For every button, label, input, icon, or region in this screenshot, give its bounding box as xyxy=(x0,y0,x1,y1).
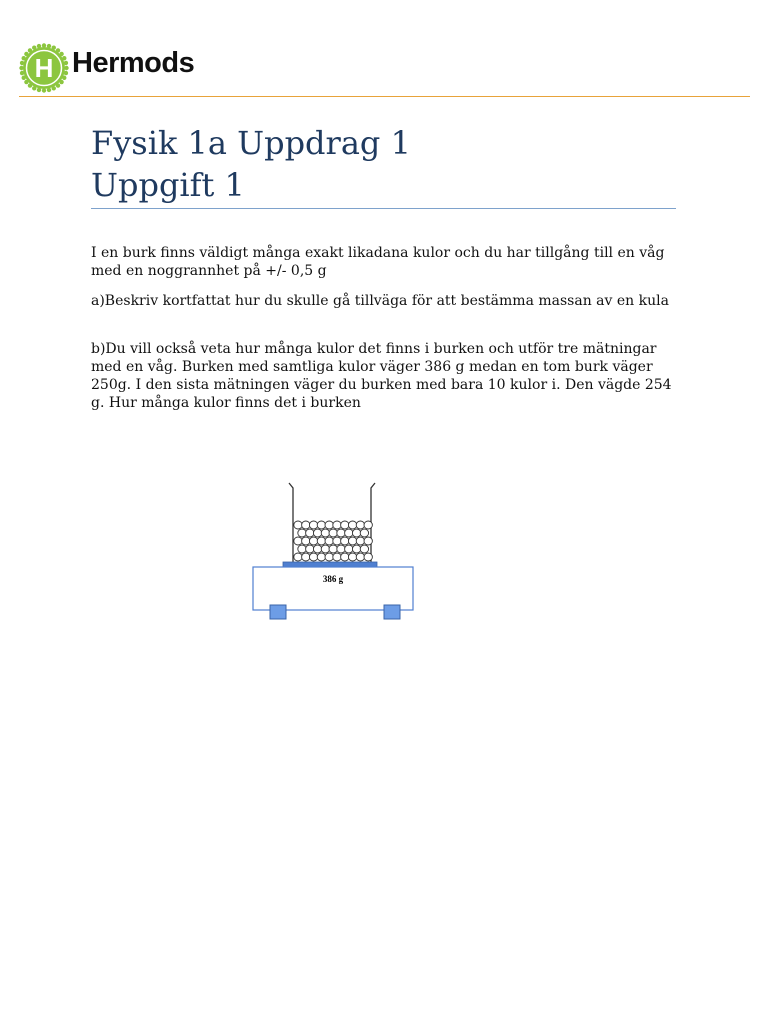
marble xyxy=(345,545,353,553)
marble xyxy=(348,537,356,545)
marble xyxy=(333,537,341,545)
marble xyxy=(309,553,317,561)
marble xyxy=(348,521,356,529)
marble xyxy=(360,545,368,553)
title-divider xyxy=(91,208,676,209)
marble xyxy=(321,545,329,553)
marble xyxy=(321,529,329,537)
question-b: b)Du vill också veta hur många kulor det finns i burken och utför tre mätningar med en våg. Burken med samtliga kulor väger 386 g medan en tom burk väger 250g. I den sista mätningen väger du burken med bara 10 kulor i. Den vägde 254 g. Hur många kulor finns det i burken xyxy=(91,341,672,411)
marble xyxy=(341,521,349,529)
marble xyxy=(333,553,341,561)
marble xyxy=(341,553,349,561)
marble xyxy=(352,545,360,553)
marble xyxy=(306,545,314,553)
marble xyxy=(325,537,333,545)
marble xyxy=(364,553,372,561)
marble xyxy=(329,545,337,553)
marble xyxy=(348,553,356,561)
marble xyxy=(356,537,364,545)
title-line-1: Fysik 1a Uppdrag 1 xyxy=(91,124,411,162)
header-divider xyxy=(19,96,750,97)
marble xyxy=(317,553,325,561)
marble xyxy=(294,521,302,529)
page-title xyxy=(91,122,681,206)
marble xyxy=(345,529,353,537)
marble xyxy=(313,545,321,553)
marble xyxy=(302,521,310,529)
marble xyxy=(302,553,310,561)
title-line-2: Uppgift 1 xyxy=(91,166,245,204)
marble xyxy=(302,537,310,545)
marble xyxy=(313,529,321,537)
marble xyxy=(356,521,364,529)
marble xyxy=(325,521,333,529)
marble xyxy=(325,553,333,561)
marble xyxy=(360,529,368,537)
jar-plate xyxy=(283,562,377,567)
marble xyxy=(309,521,317,529)
marble xyxy=(306,529,314,537)
marble xyxy=(298,529,306,537)
logo-gear-icon xyxy=(18,42,70,94)
jar-on-scale-illustration xyxy=(250,478,420,628)
logo-letter: H xyxy=(34,53,54,83)
intro-paragraph: I en burk finns väldigt många exakt likadana kulor och du har tillgång till en våg med en noggrannhet på +/- 0,5 g xyxy=(91,245,665,279)
marble xyxy=(317,521,325,529)
question-a: a)Beskriv kortfattat hur du skulle gå tillväga för att bestämma massan av en kula xyxy=(91,293,669,309)
marble xyxy=(356,553,364,561)
marble xyxy=(309,537,317,545)
marble xyxy=(337,545,345,553)
marble xyxy=(364,521,372,529)
scale-reading: 386 g xyxy=(322,574,344,584)
marble xyxy=(317,537,325,545)
jar-scale-drawing xyxy=(250,478,420,628)
brand-name: Hermods xyxy=(72,47,195,79)
marble xyxy=(364,537,372,545)
marble xyxy=(333,521,341,529)
marble xyxy=(341,537,349,545)
marble xyxy=(352,529,360,537)
hermods-logo xyxy=(18,42,218,94)
scale-foot-left xyxy=(270,605,286,619)
marble xyxy=(298,545,306,553)
marble xyxy=(294,553,302,561)
marbles xyxy=(294,521,373,561)
scale-foot-right xyxy=(384,605,400,619)
marble xyxy=(329,529,337,537)
marble xyxy=(337,529,345,537)
marble xyxy=(294,537,302,545)
